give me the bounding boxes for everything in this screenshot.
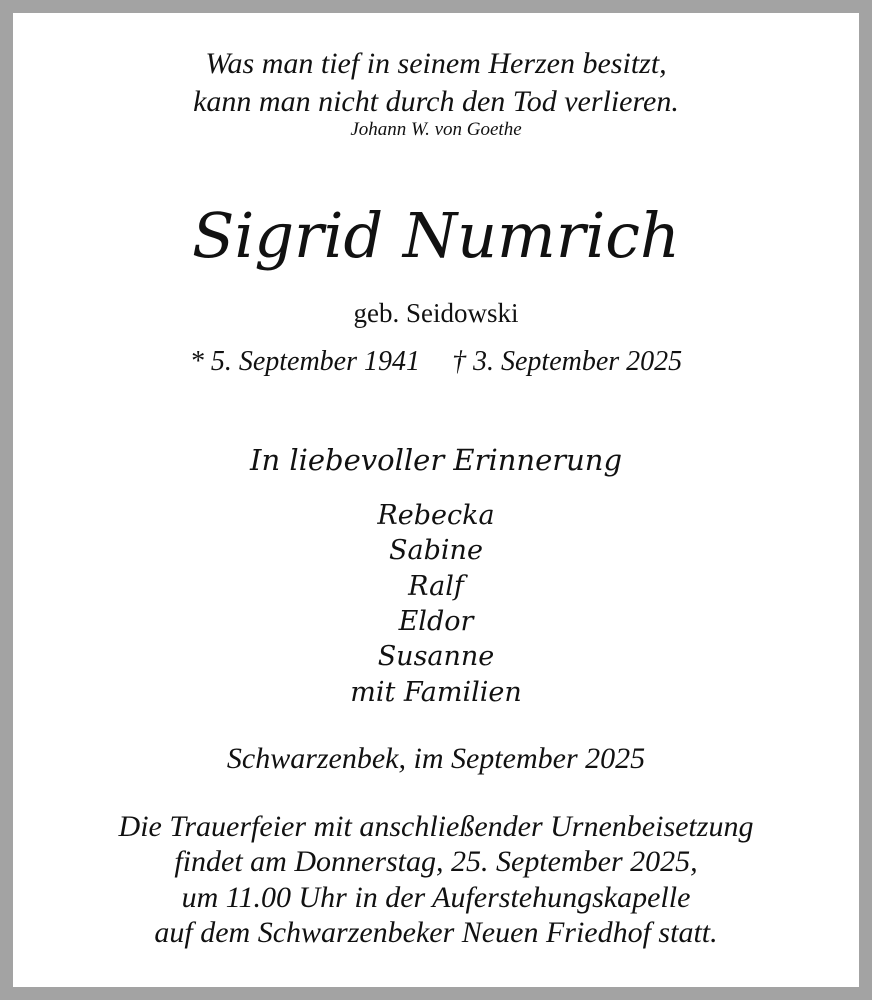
mourner: Susanne	[377, 641, 495, 672]
quote-line-1: Was man tief in seinem Herzen besitzt,	[205, 47, 667, 80]
remembrance-heading: In liebevoller Erinnerung	[249, 443, 623, 477]
death-date: † 3. September 2025	[452, 346, 683, 377]
funeral-line-1: Die Trauerfeier mit anschließender Urnenbeisetzung	[118, 810, 754, 843]
deceased-name: Sigrid Numrich	[192, 199, 680, 272]
funeral-line-3: um 11.00 Uhr in der Auferstehungskapelle	[181, 881, 691, 914]
maiden-name: geb. Seidowski	[353, 298, 519, 328]
mourner: Eldor	[398, 606, 474, 637]
funeral-line-2: findet am Donnerstag, 25. September 2025,	[174, 845, 698, 878]
mourner: Ralf	[408, 571, 464, 602]
mourner: Rebecka	[377, 500, 495, 531]
funeral-line-4: auf dem Schwarzenbeker Neuen Friedhof statt.	[154, 916, 718, 949]
quote-line-2: kann man nicht durch den Tod verlieren.	[193, 85, 679, 118]
life-dates	[13, 346, 859, 378]
mourner: Sabine	[389, 535, 483, 566]
quote-author: Johann W. von Goethe	[350, 119, 522, 140]
obituary-notice	[13, 13, 859, 987]
mourner-families: mit Familien	[350, 677, 522, 708]
place-date: Schwarzenbek, im September 2025	[226, 742, 646, 775]
birth-date: * 5. September 1941	[189, 346, 420, 377]
